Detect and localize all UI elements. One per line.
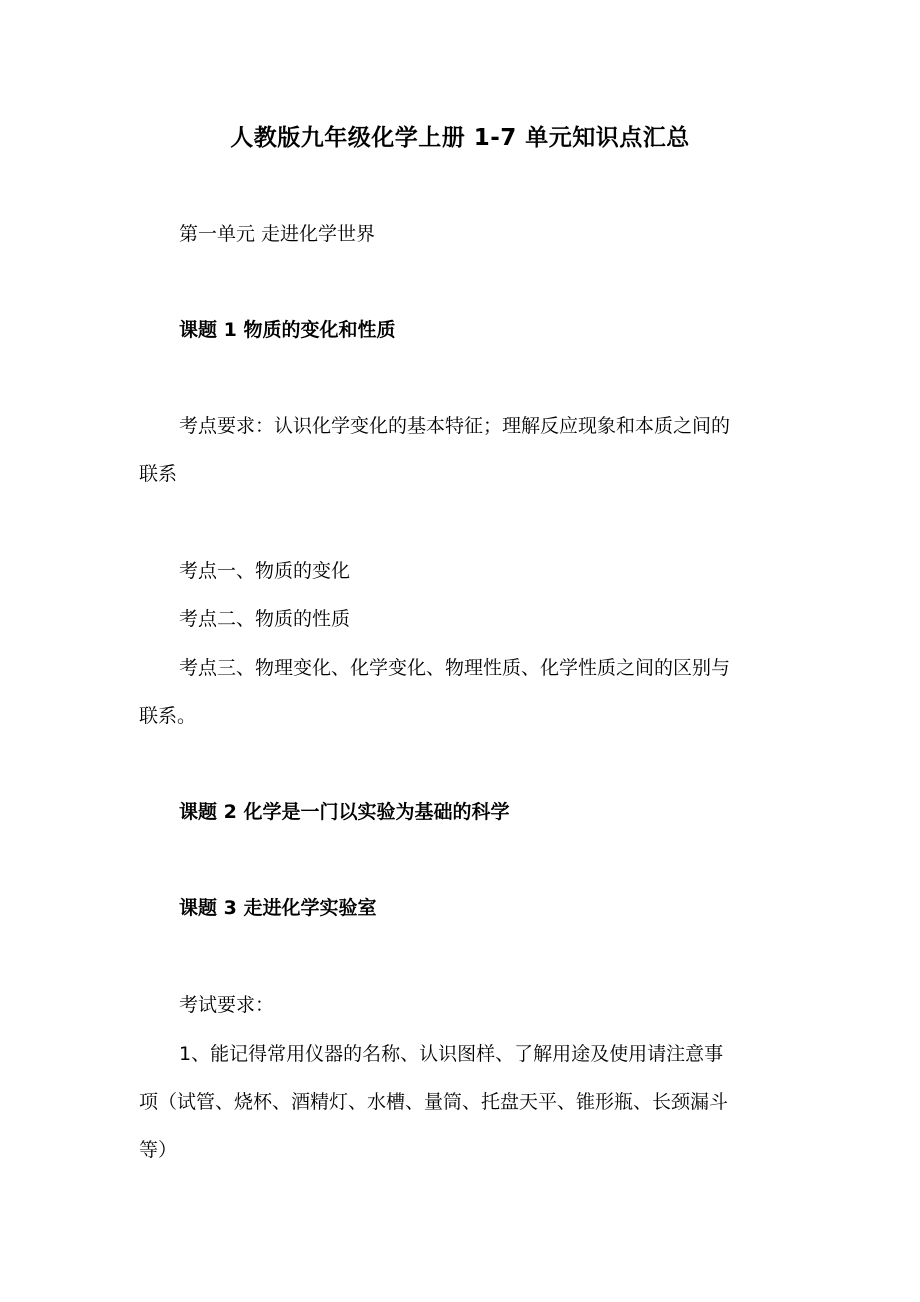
lesson1-point2: 考点二、物质的性质: [179, 608, 351, 630]
unit-heading: 第一单元 走进化学世界: [179, 223, 376, 245]
lesson3-exam-requirement: 考试要求：: [179, 994, 275, 1016]
lesson1-point3-line2: 联系。: [139, 705, 197, 727]
lesson3-item1-line2: 项（试管、烧杯、酒精灯、水槽、量筒、托盘天平、锥形瓶、长颈漏斗: [139, 1091, 729, 1113]
document-title: 人教版九年级化学上册 1-7 单元知识点汇总: [230, 125, 690, 151]
lesson1-point3-line1: 考点三、物理变化、化学变化、物理性质、化学性质之间的区别与: [179, 657, 731, 679]
lesson1-requirement-line1: 考点要求：认识化学变化的基本特征；理解反应现象和本质之间的: [179, 415, 731, 437]
lesson2-heading: 课题 2 化学是一门以实验为基础的科学: [179, 801, 510, 823]
lesson1-heading: 课题 1 物质的变化和性质: [179, 319, 396, 341]
lesson3-item1-line3: 等）: [139, 1139, 178, 1161]
lesson1-requirement-line2: 联系: [139, 463, 178, 485]
lesson3-item1-line1: 1、能记得常用仪器的名称、认识图样、了解用途及使用请注意事: [179, 1043, 724, 1065]
lesson1-point1: 考点一、物质的变化: [179, 560, 351, 582]
lesson3-heading: 课题 3 走进化学实验室: [179, 897, 377, 919]
